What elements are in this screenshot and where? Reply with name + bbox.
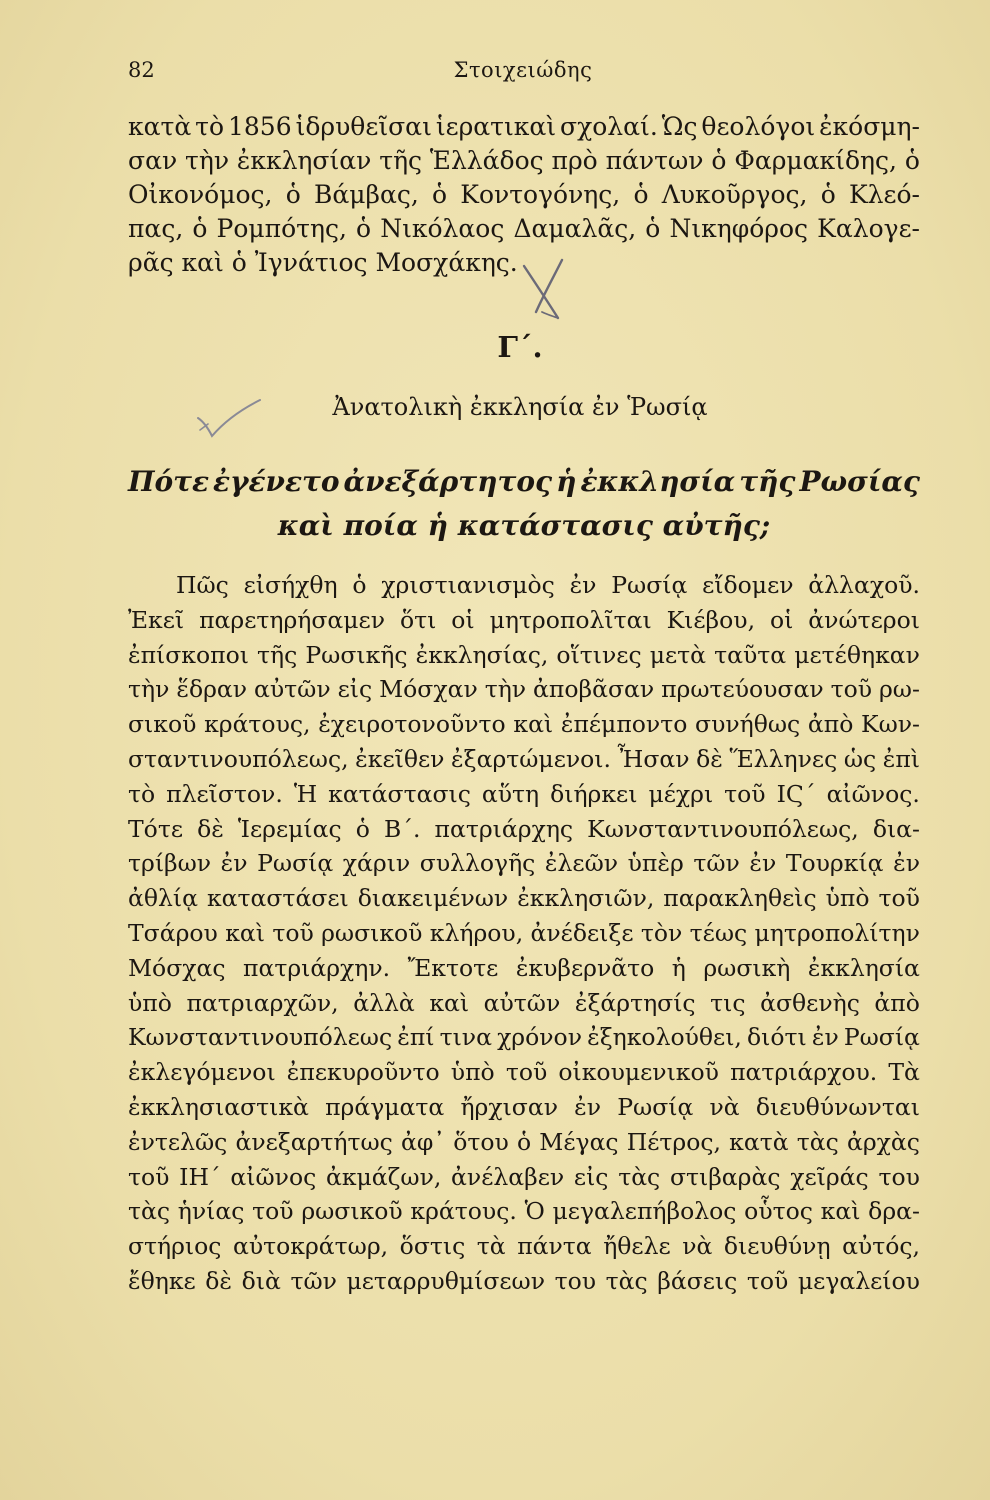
text-line: κατὰ τὸ 1856 ἱδρυθεῖσαι ἱερατικαὶ σχολαί. Ὡς θεολόγοι ἐκόσμη-: [128, 112, 920, 141]
section-letter: Γ΄.: [497, 330, 543, 364]
text-line: Πῶς εἰσήχθη ὁ χριστιανισμὸς ἐν Ρωσίᾳ εἴδομεν ἀλλαχοῦ.: [176, 571, 920, 599]
section-question: [128, 460, 920, 548]
text-line: ἐπίσκοποι τῆς Ρωσικῆς ἐκκλησίας, οἵτινες μετὰ ταῦτα μετέθηκαν: [128, 640, 920, 669]
text-line: στήριος αὐτοκράτωρ, ὅστις τὰ πάντα ἤθελε νὰ διευθύνῃ αὐτός,: [128, 1232, 920, 1261]
text-line: ὑπὸ πατριαρχῶν, ἀλλὰ καὶ αὐτῶν ἐξάρτησίς τις ἀσθενὴς ἀπὸ: [128, 988, 920, 1017]
text-line: Μόσχας πατριάρχην. Ἔκτοτε ἐκυβερνᾶτο ἡ ρωσικὴ ἐκκλησία: [128, 953, 920, 982]
text-line: Τότε δὲ Ἱερεμίας ὁ Β΄. πατριάρχης Κωνσταντινουπόλεως, δια-: [128, 814, 920, 843]
text-line: Τσάρου καὶ τοῦ ρωσικοῦ κλήρου, ἀνέδειξε τὸν τέως μητροπολίτην: [128, 918, 920, 947]
text-line: τὰς ἡνίας τοῦ ρωσικοῦ κράτους. Ὁ μεγαλεπήβολος οὗτος καὶ δρα-: [128, 1197, 920, 1226]
text-line: Ἐκεῖ παρετηρήσαμεν ὅτι οἱ μητροπολῖται Κιέβου, οἱ ἀνώτεροι: [128, 605, 920, 634]
text-line: τοῦ ΙΗ΄ αἰῶνος ἀκμάζων, ἀνέλαβεν εἰς τὰς στιβαρὰς χεῖράς του: [128, 1162, 920, 1191]
question-line: καὶ ποία ἡ κατάστασις αὐτῆς;: [277, 509, 771, 542]
text-line: σικοῦ κράτους, ἐχειροτονοῦντο καὶ ἐπέμποντο συνήθως ἀπὸ Κων-: [128, 710, 920, 739]
text-line: ἔθηκε δὲ διὰ τῶν μεταρρυθμίσεων του τὰς βάσεις τοῦ μεγαλείου: [128, 1266, 920, 1295]
text-line: ρᾶς καὶ ὁ Ἰγνάτιος Μοσχάκης.: [128, 248, 518, 277]
text-line: Οἰκονόμος, ὁ Βάμβας, ὁ Κοντογόνης, ὁ Λυκοῦργος, ὁ Κλεό-: [128, 180, 920, 209]
text-line: πας, ὁ Ρομπότης, ὁ Νικόλαος Δαμαλᾶς, ὁ Νικηφόρος Καλογε-: [128, 214, 920, 243]
text-line: ἐκλεγόμενοι ἐπεκυροῦντο ὑπὸ τοῦ οἰκουμενικοῦ πατριάρχου. Τὰ: [128, 1058, 920, 1087]
text-line: Κωνσταντινουπόλεως ἐπί τινα χρόνον ἐξηκολούθει, διότι ἐν Ρωσίᾳ: [128, 1023, 920, 1052]
page-number: 82: [128, 58, 155, 82]
paragraph-greek-theologians: [128, 110, 920, 280]
text-line: τὸ πλεῖστον. Ἡ κατάστασις αὕτη διήρκει μέχρι τοῦ ΙϚ΄ αἰῶνος.: [128, 779, 920, 808]
section-title: Ἀνατολικὴ ἐκκλησία ἐν Ῥωσίᾳ: [332, 393, 708, 421]
pencil-x-mark-icon: [518, 256, 570, 326]
text-line: ἐκκλησιαστικὰ πράγματα ἤρχισαν ἐν Ρωσίᾳ νὰ διευθύνωνται: [128, 1092, 920, 1121]
running-head: Στοιχειώδης: [453, 58, 593, 82]
page-header: [128, 58, 918, 88]
text-line: σαν τὴν ἐκκλησίαν τῆς Ἑλλάδος πρὸ πάντων ὁ Φαρμακίδης, ὁ: [128, 146, 920, 175]
text-line: σταντινουπόλεως, ἐκεῖθεν ἐξαρτώμενοι. Ἦσαν δὲ Ἕλληνες ὡς ἐπὶ: [128, 744, 920, 773]
text-line: τὴν ἕδραν αὐτῶν εἰς Μόσχαν τὴν ἀποβᾶσαν πρωτεύουσαν τοῦ ρω-: [128, 675, 920, 704]
question-line: Πότε ἐγένετο ἀνεξάρτητος ἡ ἐκκλησία τῆς Ρωσίας: [128, 465, 920, 498]
paragraph-russian-church: [128, 568, 920, 1299]
text-line: τρίβων ἐν Ρωσίᾳ χάριν συλλογῆς ἐλεῶν ὑπὲρ τῶν ἐν Τουρκίᾳ ἐν: [128, 849, 920, 878]
text-line: ἀθλίᾳ καταστάσει διακειμένων ἐκκλησιῶν, παρακληθεὶς ὑπὸ τοῦ: [128, 884, 920, 913]
text-line: ἐντελῶς ἀνεξαρτήτως ἀφ᾿ ὅτου ὁ Μέγας Πέτρος, κατὰ τὰς ἀρχὰς: [128, 1127, 920, 1156]
